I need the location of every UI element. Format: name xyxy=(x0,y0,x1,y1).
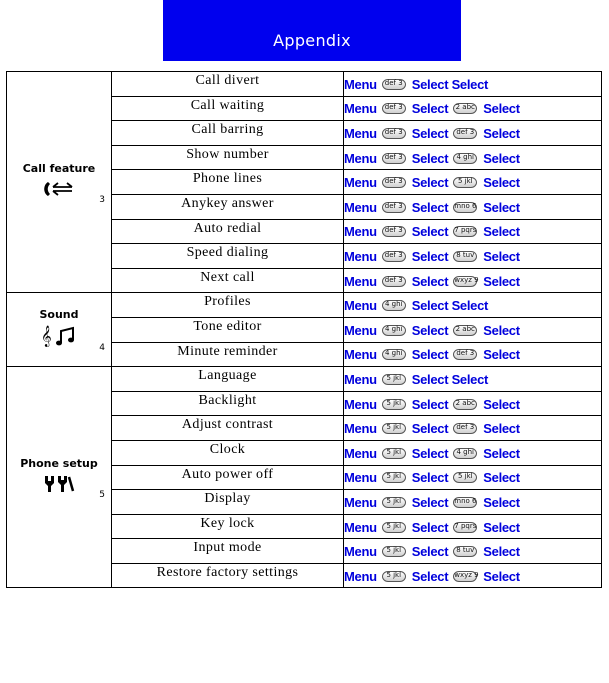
keypad-key-icon: def 3 xyxy=(382,276,406,287)
keypad-key-icon: 5 jkl xyxy=(453,472,477,483)
select-keyword: Select xyxy=(483,568,520,584)
feature-name: Speed dialing xyxy=(112,244,344,269)
tools-icon xyxy=(7,474,111,498)
key-sequence xyxy=(344,268,602,293)
menu-keyword: Menu xyxy=(344,76,377,92)
menu-keyword: Menu xyxy=(344,371,377,387)
menu-keyword: Menu xyxy=(344,544,377,560)
menu-keyword: Menu xyxy=(344,101,377,117)
feature-name: Call barring xyxy=(112,121,344,146)
category-label: Call feature xyxy=(22,161,96,175)
key-sequence xyxy=(344,514,602,539)
menu-keyword: Menu xyxy=(344,519,377,535)
music-notes-icon xyxy=(7,325,111,354)
menu-keyword: Menu xyxy=(344,568,377,584)
keypad-key-icon: 2 abc xyxy=(453,103,477,114)
menu-keyword: Menu xyxy=(344,494,377,510)
keypad-key-icon: 8 tuv xyxy=(453,251,477,262)
feature-name: Auto redial xyxy=(112,219,344,244)
key-sequence xyxy=(344,563,602,588)
select-keyword: Select xyxy=(411,494,449,510)
category-label: Sound xyxy=(39,308,79,322)
select-keyword: Select xyxy=(411,224,449,240)
select-keyword: Select xyxy=(483,494,520,510)
keypad-key-icon: 7 pqrs xyxy=(453,226,477,237)
page-header xyxy=(163,0,461,61)
select-keyword: Select xyxy=(411,199,449,215)
select-keyword: Select xyxy=(483,224,520,240)
key-sequence xyxy=(344,539,602,564)
page-title: Appendix xyxy=(273,31,351,50)
select-keyword: Select xyxy=(411,150,449,166)
keypad-key-icon: def 3 xyxy=(453,128,477,139)
keypad-key-icon: 4 ghi xyxy=(453,448,477,459)
menu-keyword: Menu xyxy=(344,248,377,264)
select-keyword: Select xyxy=(483,347,520,363)
menu-keyword: Menu xyxy=(344,224,377,240)
category-cell xyxy=(7,293,112,367)
menu-keyword: Menu xyxy=(344,322,377,338)
select-keyword: Select xyxy=(483,322,520,338)
select-keyword: Select Select xyxy=(411,371,489,387)
menu-keyword: Menu xyxy=(344,175,377,191)
select-keyword: Select xyxy=(411,347,449,363)
feature-name: Next call xyxy=(112,268,344,293)
feature-name: Clock xyxy=(112,440,344,465)
menu-keyword: Menu xyxy=(344,470,377,486)
category-number: 3 xyxy=(99,194,105,205)
select-keyword: Select xyxy=(411,126,449,142)
keypad-key-icon: def 3 xyxy=(382,128,406,139)
keypad-key-icon: def 3 xyxy=(382,79,406,90)
key-sequence xyxy=(344,145,602,170)
select-keyword: Select xyxy=(411,273,449,289)
select-keyword: Select xyxy=(483,199,520,215)
feature-name: Minute reminder xyxy=(112,342,344,367)
keypad-key-icon: wxyz 9 xyxy=(453,276,477,287)
menu-keyword: Menu xyxy=(344,421,377,437)
menu-keyword: Menu xyxy=(344,273,377,289)
key-sequence xyxy=(344,72,602,97)
feature-name: Input mode xyxy=(112,539,344,564)
keypad-key-icon: 4 ghi xyxy=(382,325,406,336)
feature-name: Restore factory settings xyxy=(112,563,344,588)
keypad-key-icon: def 3 xyxy=(382,103,406,114)
key-sequence xyxy=(344,219,602,244)
keypad-key-icon: 5 jkl xyxy=(382,546,406,557)
key-sequence xyxy=(344,440,602,465)
table-row xyxy=(7,72,602,97)
key-sequence xyxy=(344,317,602,342)
keypad-key-icon: 5 jkl xyxy=(382,522,406,533)
key-sequence xyxy=(344,96,602,121)
keypad-key-icon: 4 ghi xyxy=(382,349,406,360)
keypad-key-icon: def 3 xyxy=(382,251,406,262)
select-keyword: Select xyxy=(483,470,520,486)
select-keyword: Select xyxy=(483,175,520,191)
key-sequence xyxy=(344,490,602,515)
select-keyword: Select xyxy=(411,396,449,412)
feature-name: Tone editor xyxy=(112,317,344,342)
table-row xyxy=(7,367,602,392)
feature-name: Language xyxy=(112,367,344,392)
keypad-key-icon: 4 ghi xyxy=(382,300,406,311)
select-keyword: Select Select xyxy=(411,76,489,92)
keypad-key-icon: 5 jkl xyxy=(453,177,477,188)
select-keyword: Select xyxy=(411,445,449,461)
feature-name: Call divert xyxy=(112,72,344,97)
select-keyword: Select xyxy=(411,544,449,560)
menu-keyword: Menu xyxy=(344,298,377,314)
keypad-key-icon: 5 jkl xyxy=(382,374,406,385)
key-sequence xyxy=(344,244,602,269)
keypad-key-icon: 7 pqrs xyxy=(453,522,477,533)
keypad-key-icon: mno 6 xyxy=(453,497,477,508)
feature-name: Key lock xyxy=(112,514,344,539)
select-keyword: Select xyxy=(483,248,520,264)
key-sequence xyxy=(344,121,602,146)
category-cell xyxy=(7,367,112,588)
select-keyword: Select xyxy=(411,175,449,191)
key-sequence xyxy=(344,194,602,219)
select-keyword: Select xyxy=(483,445,520,461)
feature-name: Call waiting xyxy=(112,96,344,121)
select-keyword: Select xyxy=(483,421,520,437)
keypad-key-icon: 5 jkl xyxy=(382,571,406,582)
feature-name: Auto power off xyxy=(112,465,344,490)
menu-keyword: Menu xyxy=(344,445,377,461)
category-cell xyxy=(7,72,112,293)
category-number: 5 xyxy=(99,489,105,500)
call-divert-icon xyxy=(7,179,111,203)
keypad-key-icon: wxyz 9 xyxy=(453,571,477,582)
svg-text:𝄞: 𝄞 xyxy=(41,326,52,348)
feature-name: Adjust contrast xyxy=(112,416,344,441)
select-keyword: Select xyxy=(483,273,520,289)
keypad-key-icon: mno 6 xyxy=(453,202,477,213)
keypad-key-icon: 5 jkl xyxy=(382,448,406,459)
keypad-key-icon: 5 jkl xyxy=(382,399,406,410)
feature-name: Display xyxy=(112,490,344,515)
key-sequence xyxy=(344,367,602,392)
select-keyword: Select xyxy=(411,519,449,535)
keypad-key-icon: def 3 xyxy=(382,177,406,188)
select-keyword: Select xyxy=(411,322,449,338)
menu-keyword: Menu xyxy=(344,126,377,142)
select-keyword: Select xyxy=(483,126,520,142)
feature-name: Anykey answer xyxy=(112,194,344,219)
category-label: Phone setup xyxy=(20,456,98,470)
menu-keyword: Menu xyxy=(344,199,377,215)
keypad-key-icon: 2 abc xyxy=(453,399,477,410)
keypad-key-icon: def 3 xyxy=(382,153,406,164)
keypad-key-icon: def 3 xyxy=(382,226,406,237)
keypad-key-icon: 4 ghi xyxy=(453,153,477,164)
feature-name: Phone lines xyxy=(112,170,344,195)
key-sequence xyxy=(344,170,602,195)
feature-name: Profiles xyxy=(112,293,344,318)
select-keyword: Select xyxy=(411,248,449,264)
select-keyword: Select xyxy=(483,544,520,560)
key-sequence xyxy=(344,416,602,441)
keypad-key-icon: 8 tuv xyxy=(453,546,477,557)
select-keyword: Select xyxy=(483,519,520,535)
keypad-key-icon: def 3 xyxy=(382,202,406,213)
menu-keyword: Menu xyxy=(344,150,377,166)
keypad-key-icon: 2 abc xyxy=(453,325,477,336)
key-sequence xyxy=(344,293,602,318)
keypad-key-icon: 5 jkl xyxy=(382,497,406,508)
keypad-key-icon: def 3 xyxy=(453,349,477,360)
key-sequence xyxy=(344,391,602,416)
feature-name: Backlight xyxy=(112,391,344,416)
menu-shortcut-table xyxy=(6,71,602,588)
select-keyword: Select xyxy=(411,421,449,437)
select-keyword: Select xyxy=(483,101,520,117)
keypad-key-icon: 5 jkl xyxy=(382,423,406,434)
select-keyword: Select xyxy=(483,396,520,412)
category-number: 4 xyxy=(99,343,105,354)
select-keyword: Select xyxy=(411,101,449,117)
table-row xyxy=(7,293,602,318)
key-sequence xyxy=(344,342,602,367)
select-keyword: Select Select xyxy=(411,298,489,314)
menu-keyword: Menu xyxy=(344,347,377,363)
select-keyword: Select xyxy=(483,150,520,166)
keypad-key-icon: def 3 xyxy=(453,423,477,434)
keypad-key-icon: 5 jkl xyxy=(382,472,406,483)
select-keyword: Select xyxy=(411,568,449,584)
feature-name: Show number xyxy=(112,145,344,170)
select-keyword: Select xyxy=(411,470,449,486)
menu-keyword: Menu xyxy=(344,396,377,412)
key-sequence xyxy=(344,465,602,490)
